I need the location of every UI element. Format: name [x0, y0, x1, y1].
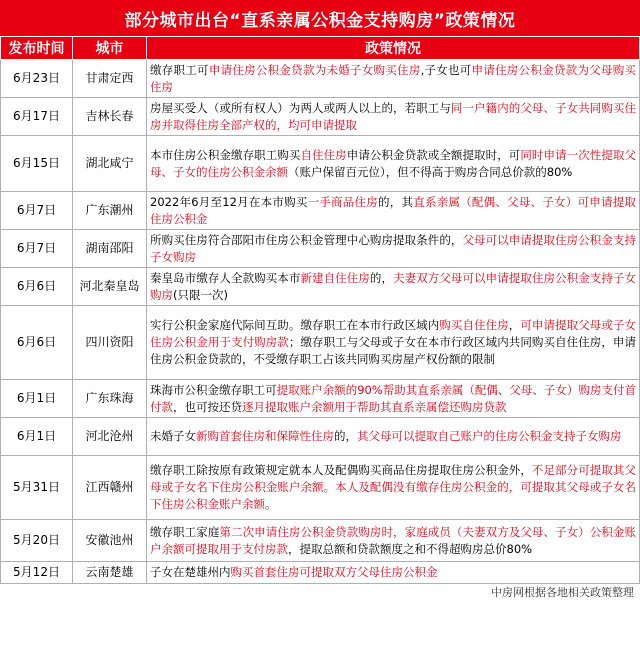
row-policy — [147, 380, 640, 418]
row-date: 5月20日 — [1, 520, 73, 562]
policy-text: 缴存职工可 — [150, 62, 209, 77]
policy-text: 珠海市公积金缴存职工可 — [150, 382, 277, 397]
policy-text: ，也可按还贷 — [173, 399, 242, 414]
policy-text: 2022年6月至12月在本市购买 — [150, 194, 308, 209]
policy-highlight: 一手商品住房 — [307, 194, 379, 209]
row-policy — [147, 562, 640, 584]
table-row — [1, 136, 640, 192]
policy-highlight: 自住住房 — [300, 147, 347, 162]
row-date: 6月15日 — [1, 136, 73, 192]
source-note: 中房网根据各地相关政策整理 — [491, 586, 634, 599]
header-date: 发布时间 — [1, 37, 73, 60]
row-date: 6月1日 — [1, 418, 73, 456]
policy-highlight: 申请住房公积金贷款为父母购买住房 — [150, 62, 637, 94]
policy-text: 的， — [369, 270, 394, 285]
row-date: 5月12日 — [1, 562, 73, 584]
row-date: 6月7日 — [1, 230, 73, 268]
policy-highlight: 可申请提取父母或子女住房公积金用于支付购房款 — [150, 318, 637, 349]
policy-highlight: 第二次申请住房公积金贷款购房时，家庭成员（夫妻双方及父母、子女）公积金账户余额可提取用于支付房款 — [150, 524, 637, 556]
row-date: 6月1日 — [1, 380, 73, 418]
row-city: 湖南邵阳 — [73, 230, 147, 268]
row-policy — [147, 268, 640, 306]
policy-highlight: 其父母可以提取自己账户的住房公积金支持子女购房 — [357, 429, 622, 443]
policy-text: 申请公积金贷款或全额提取时，可 — [346, 147, 521, 162]
policy-highlight: 新购首套住房和保障性住房 — [196, 429, 334, 443]
row-city: 广东珠海 — [73, 380, 147, 418]
policy-text: 缴存职工除按原有政策规定就本人及配偶购买商品住房提取住房公积金外， — [150, 463, 532, 477]
row-city: 甘肃定西 — [73, 60, 147, 98]
row-date: 6月6日 — [1, 268, 73, 306]
table-title: 部分城市出台“直系亲属公积金支持购房”政策情况 — [0, 0, 640, 36]
row-city: 河北秦皇岛 — [73, 268, 147, 306]
policy-text: (只限一次) — [173, 287, 228, 302]
policy-text: 的， — [334, 429, 357, 443]
row-city: 四川资阳 — [73, 306, 147, 380]
row-date: 6月7日 — [1, 192, 73, 230]
policy-text: 缴存职工家庭 — [150, 524, 220, 539]
row-policy — [147, 230, 640, 268]
policy-highlight: 直系亲属（配偶、父母、子女）可申请提取住房公积金 — [150, 194, 637, 226]
policy-text: ,子女也可 — [420, 62, 472, 77]
row-city: 河北沧州 — [73, 418, 147, 456]
policy-highlight: 购买自住住房 — [439, 318, 509, 332]
table-row — [1, 418, 640, 456]
row-policy — [147, 98, 640, 136]
table-row — [1, 456, 640, 520]
policy-highlight: 不足部分可提取其父母或子女名下住房公积金账户余额。本人及配偶没有缴存住房公积金的，可提取其父母或子女名下住房公积金账户余额 — [150, 463, 637, 511]
row-policy — [147, 306, 640, 380]
row-city: 湖北咸宁 — [73, 136, 147, 192]
policy-highlight: 同一户籍内的父母、子女共同购买住房并取得住房全部产权的，均可申请提取 — [150, 100, 637, 132]
row-policy — [147, 418, 640, 456]
policy-highlight: 购买首套住房可提取双方父母住房公积金 — [230, 565, 438, 579]
table-row — [1, 520, 640, 562]
policy-text: 的，其 — [378, 194, 414, 209]
row-policy — [147, 60, 640, 98]
policy-text: 未婚子女 — [150, 429, 196, 443]
policy-text: （账户保留百元位），但不得高于购房合同总价款的80% — [288, 164, 573, 179]
header-city: 城市 — [73, 37, 147, 60]
table-row — [1, 230, 640, 268]
policy-highlight: 夫妻双方父母可以申请提取住房公积金支持子女购房 — [150, 270, 637, 302]
policy-text: 秦皇岛市缴存人全款购买本市 — [150, 270, 301, 285]
row-city: 江西赣州 — [73, 456, 147, 520]
table-row — [1, 562, 640, 584]
row-city: 吉林长春 — [73, 98, 147, 136]
policy-highlight: 父母可以申请提取住房公积金支持子女购房 — [150, 232, 637, 264]
policy-text: 所购买住房符合邵阳市住房公积金管理中心购房提取条件的， — [150, 232, 463, 247]
table-row — [1, 306, 640, 380]
policy-text: 实行公积金家庭代际间互助。缴存职工在本市行政区域内 — [150, 318, 440, 332]
table-row — [1, 192, 640, 230]
row-policy — [147, 192, 640, 230]
row-date: 6月23日 — [1, 60, 73, 98]
table-row — [1, 380, 640, 418]
policy-text: ， — [508, 318, 521, 332]
row-date: 6月17日 — [1, 98, 73, 136]
table-row — [1, 98, 640, 136]
row-city: 云南楚雄 — [73, 562, 147, 584]
row-city: 广东潮州 — [73, 192, 147, 230]
row-date: 5月31日 — [1, 456, 73, 520]
policy-table — [0, 36, 640, 584]
policy-text: 本市住房公积金缴存职工购买 — [150, 147, 301, 162]
policy-highlight: 逐月提取账户余额用于帮助其直系亲属偿还购房贷款 — [242, 399, 507, 414]
row-city: 安徽池州 — [73, 520, 147, 562]
table-row — [1, 268, 640, 306]
policy-text: 。 — [265, 497, 277, 511]
row-policy — [147, 520, 640, 562]
row-date: 6月6日 — [1, 306, 73, 380]
policy-text: ；缴存职工与父母或子女在本市行政区域内共同购买自住住房，申请住房公积金贷款的，不受缴存职工占该共同购买房屋产权份额的限制 — [150, 335, 637, 366]
policy-text: 子女在楚雄州内 — [150, 565, 231, 579]
header-row — [1, 37, 640, 60]
policy-highlight: 提取账户余额的90%帮助其直系亲属（配偶、父母、子女）购房支付首付款 — [150, 382, 636, 414]
policy-highlight: 申请住房公积金贷款为未婚子女购买住房 — [208, 62, 421, 77]
policy-highlight: 同时申请一次性提取父母、子女的住房公积金余额 — [150, 147, 637, 179]
table-row — [1, 60, 640, 98]
policy-text: ，提取总额和贷款额度之和不得超购房总价80% — [288, 541, 533, 556]
policy-text: 房屋买受人（或所有权人）为两人或两人以上的，若职工与 — [150, 100, 451, 115]
row-policy — [147, 136, 640, 192]
header-policy: 政策情况 — [147, 37, 640, 60]
row-policy — [147, 456, 640, 520]
policy-highlight: 新建自住住房 — [300, 270, 370, 285]
